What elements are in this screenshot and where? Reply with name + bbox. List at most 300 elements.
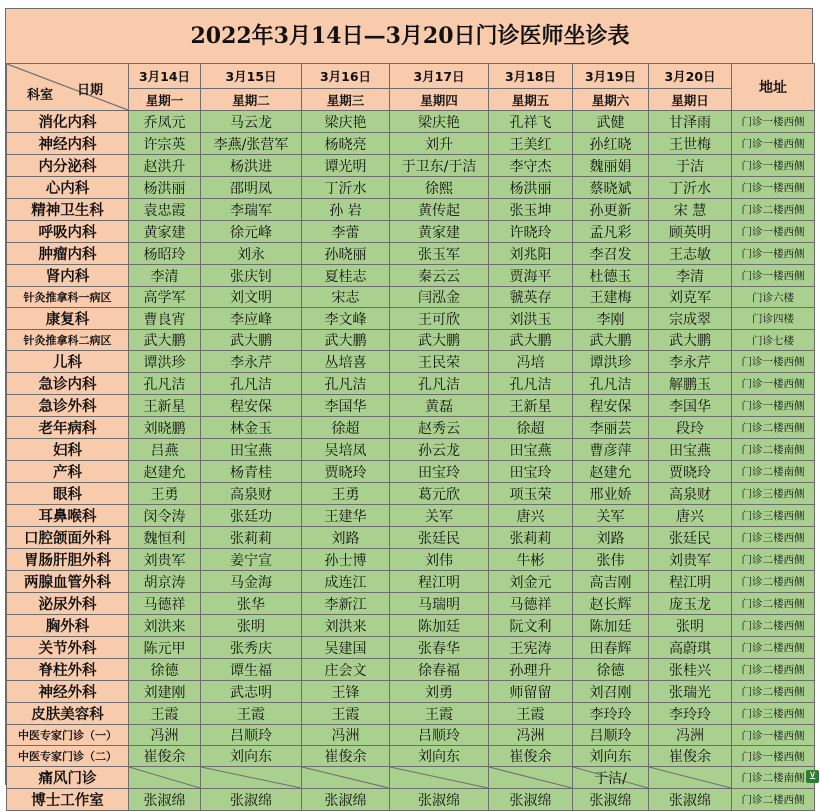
doctor-cell[interactable]: 王新星 [129,395,201,417]
doctor-cell[interactable]: 李燕/张营军 [201,133,302,155]
doctor-cell[interactable]: 宗成翠 [649,308,732,330]
paste-options-icon[interactable]: ⊻ [806,770,819,783]
doctor-cell[interactable]: 杨昭玲 [129,243,201,265]
doctor-cell[interactable]: 牛彬 [489,549,573,571]
doctor-cell[interactable]: 刘升 [390,133,489,155]
doctor-cell[interactable]: 唐兴 [489,505,573,527]
doctor-cell[interactable]: 孙士博 [302,549,390,571]
doctor-cell[interactable]: 张庆钊 [201,265,302,287]
weekday-header: 星期一 [129,89,201,111]
doctor-cell[interactable]: 武大鹏 [649,330,732,351]
doctor-cell[interactable]: 冯洲 [302,725,390,746]
doctor-cell[interactable]: 顾英明 [649,221,732,243]
doctor-cell[interactable]: 高泉财 [649,483,732,505]
doctor-cell[interactable]: 黄家建 [390,221,489,243]
doctor-cell[interactable]: 马云龙 [201,111,302,133]
doctor-cell[interactable]: 杨洪丽 [489,177,573,199]
address-cell[interactable]: 门诊二楼西侧 [732,681,815,703]
doctor-cell[interactable]: 冯培 [489,351,573,373]
doctor-cell[interactable]: 田宝玲 [489,461,573,483]
doctor-cell[interactable]: 吴建国 [302,637,390,659]
doctor-cell[interactable]: 李新江 [302,593,390,615]
department-cell[interactable]: 胸外科 [7,615,129,637]
doctor-cell[interactable]: 程江明 [649,571,732,593]
doctor-cell[interactable]: 王志敏 [649,243,732,265]
department-cell[interactable]: 针灸推拿科二病区 [7,330,129,351]
doctor-cell[interactable]: 曹彦萍 [573,439,649,461]
doctor-cell[interactable]: 孔凡洁 [489,373,573,395]
doctor-cell[interactable]: 丛培喜 [302,351,390,373]
doctor-cell[interactable]: 于洁/ [573,767,649,789]
doctor-cell[interactable]: 李召发 [573,243,649,265]
doctor-cell[interactable]: 孙 岩 [302,199,390,221]
doctor-cell[interactable]: 刘永 [201,243,302,265]
doctor-cell[interactable]: 刘向东 [390,746,489,767]
doctor-cell[interactable]: 刘伟 [390,549,489,571]
address-cell[interactable]: 门诊一楼西侧 [732,746,815,767]
doctor-cell[interactable]: 于洁 [649,155,732,177]
doctor-cell[interactable]: 李蕾 [302,221,390,243]
address-cell[interactable]: 门诊二楼南侧 [732,767,815,789]
doctor-cell[interactable]: 李丽芸 [573,417,649,439]
department-cell[interactable]: 老年病科 [7,417,129,439]
doctor-cell[interactable]: 徐春福 [390,659,489,681]
doctor-cell[interactable]: 孙理升 [489,659,573,681]
doctor-cell[interactable]: 徐德 [129,659,201,681]
doctor-cell[interactable]: 刘建刚 [129,681,201,703]
doctor-cell[interactable]: 孙晓丽 [302,243,390,265]
doctor-cell[interactable]: 田春辉 [573,637,649,659]
doctor-cell[interactable]: 刘向东 [201,746,302,767]
address-cell[interactable]: 门诊一楼西侧 [732,155,815,177]
doctor-cell[interactable]: 梁庆艳 [302,111,390,133]
doctor-cell[interactable]: 魏丽娟 [573,155,649,177]
doctor-cell[interactable]: 解鹏玉 [649,373,732,395]
doctor-cell[interactable]: 许晓玲 [489,221,573,243]
doctor-cell[interactable]: 武大鹏 [489,330,573,351]
table-row [7,243,815,265]
doctor-cell[interactable]: 孟凡彩 [573,221,649,243]
doctor-cell[interactable]: 刘贵军 [649,549,732,571]
doctor-cell[interactable]: 宋志 [302,287,390,308]
doctor-cell[interactable]: 刘路 [302,527,390,549]
address-cell[interactable]: 门诊二楼西侧 [732,789,815,811]
doctor-cell[interactable]: 程安保 [201,395,302,417]
address-cell[interactable]: 门诊一楼西侧 [732,221,815,243]
department-cell[interactable]: 关节外科 [7,637,129,659]
doctor-cell[interactable]: 王建梅 [573,287,649,308]
doctor-cell[interactable]: 成连江 [302,571,390,593]
doctor-cell[interactable]: 张明 [649,615,732,637]
doctor-cell[interactable]: 李应峰 [201,308,302,330]
doctor-cell[interactable]: 武大鹏 [129,330,201,351]
doctor-cell[interactable]: 冯洲 [129,725,201,746]
doctor-cell[interactable]: 刘洪来 [129,615,201,637]
doctor-cell[interactable]: 张秀庆 [201,637,302,659]
doctor-cell[interactable]: 高学军 [129,287,201,308]
doctor-cell[interactable]: 程江明 [390,571,489,593]
doctor-cell[interactable]: 王民荣 [390,351,489,373]
doctor-cell[interactable]: 乔凤元 [129,111,201,133]
doctor-cell[interactable]: 贾海平 [489,265,573,287]
doctor-cell[interactable]: 孙更新 [573,199,649,221]
address-cell[interactable]: 门诊一楼西侧 [732,265,815,287]
address-cell[interactable]: 门诊三楼西侧 [732,527,815,549]
doctor-cell[interactable]: 马瑞明 [390,593,489,615]
address-cell[interactable]: 门诊一楼西侧 [732,373,815,395]
doctor-cell[interactable]: 孙云龙 [390,439,489,461]
address-cell[interactable]: 门诊一楼西侧 [732,243,815,265]
doctor-cell[interactable]: 蔡晓斌 [573,177,649,199]
department-cell[interactable]: 呼吸内科 [7,221,129,243]
doctor-cell[interactable]: 程安保 [573,395,649,417]
doctor-cell[interactable]: 徐德 [573,659,649,681]
address-cell[interactable]: 门诊二楼西侧 [732,637,815,659]
doctor-cell[interactable]: 刘路 [573,527,649,549]
department-cell[interactable]: 儿科 [7,351,129,373]
doctor-cell[interactable]: 陈加廷 [390,615,489,637]
doctor-cell[interactable]: 赵长辉 [573,593,649,615]
doctor-cell[interactable]: 孔凡洁 [201,373,302,395]
doctor-cell[interactable]: 崔俊余 [302,746,390,767]
department-cell[interactable]: 精神卫生科 [7,199,129,221]
doctor-cell[interactable]: 刘召刚 [573,681,649,703]
address-cell[interactable]: 门诊一楼西侧 [732,111,815,133]
doctor-cell[interactable]: 徐熙 [390,177,489,199]
doctor-cell[interactable]: 孔祥飞 [489,111,573,133]
doctor-cell[interactable]: 武大鹏 [201,330,302,351]
doctor-cell[interactable]: 赵建允 [129,461,201,483]
doctor-cell[interactable]: 张廷民 [649,527,732,549]
doctor-cell[interactable]: 王可欣 [390,308,489,330]
doctor-cell[interactable]: 徐元峰 [201,221,302,243]
doctor-cell[interactable]: 高吉刚 [573,571,649,593]
address-cell[interactable]: 门诊一楼西侧 [732,177,815,199]
doctor-cell[interactable]: 吕燕 [129,439,201,461]
department-cell[interactable]: 眼科 [7,483,129,505]
address-cell[interactable]: 门诊二楼西侧 [732,615,815,637]
department-cell[interactable]: 中医专家门诊（一） [7,725,129,746]
doctor-cell[interactable]: 谭洪珍 [129,351,201,373]
address-cell[interactable]: 门诊一楼西侧 [732,133,815,155]
doctor-cell[interactable]: 王霞 [129,703,201,725]
doctor-cell[interactable]: 李国华 [302,395,390,417]
doctor-cell[interactable]: 赵建允 [573,461,649,483]
doctor-cell[interactable]: 王霞 [489,703,573,725]
doctor-cell[interactable]: 邵明凤 [201,177,302,199]
doctor-cell[interactable]: 王新星 [489,395,573,417]
department-cell[interactable]: 中医专家门诊（二） [7,746,129,767]
department-cell[interactable]: 耳鼻喉科 [7,505,129,527]
doctor-cell[interactable]: 唐兴 [649,505,732,527]
doctor-cell[interactable]: 杨洪进 [201,155,302,177]
department-cell[interactable]: 泌尿外科 [7,593,129,615]
table-row [7,330,815,351]
address-cell[interactable]: 门诊一楼西侧 [732,351,815,373]
doctor-cell[interactable]: 张淑绵 [489,789,573,811]
doctor-cell[interactable]: 马金海 [201,571,302,593]
department-cell[interactable]: 针灸推拿科一病区 [7,287,129,308]
empty-slot-slash [649,767,731,788]
doctor-cell[interactable] [201,767,302,789]
doctor-cell[interactable]: 王美红 [489,133,573,155]
address-cell[interactable]: 门诊二楼西侧 [732,593,815,615]
doctor-cell[interactable]: 葛元欣 [390,483,489,505]
doctor-cell[interactable]: 贾晓玲 [302,461,390,483]
doctor-cell[interactable]: 王宪涛 [489,637,573,659]
doctor-cell[interactable]: 张廷功 [201,505,302,527]
doctor-cell[interactable]: 谭洪珍 [573,351,649,373]
doctor-cell[interactable] [649,767,732,789]
doctor-cell[interactable]: 孔凡洁 [129,373,201,395]
department-cell[interactable]: 急诊外科 [7,395,129,417]
doctor-cell[interactable]: 段玲 [649,417,732,439]
address-cell[interactable]: 门诊七楼 [732,330,815,351]
doctor-cell[interactable]: 谭生福 [201,659,302,681]
doctor-cell[interactable]: 黄传起 [390,199,489,221]
address-cell[interactable]: 门诊四楼 [732,308,815,330]
doctor-cell[interactable]: 张华 [201,593,302,615]
department-cell[interactable]: 博士工作室 [7,789,129,811]
doctor-cell[interactable]: 马德祥 [129,593,201,615]
doctor-cell[interactable]: 李文峰 [302,308,390,330]
doctor-cell[interactable]: 张淑绵 [302,789,390,811]
doctor-cell[interactable]: 孙红晓 [573,133,649,155]
doctor-cell[interactable]: 许宗英 [129,133,201,155]
doctor-cell[interactable]: 孔凡洁 [302,373,390,395]
doctor-cell[interactable]: 孔凡洁 [573,373,649,395]
doctor-cell[interactable]: 张莉莉 [489,527,573,549]
doctor-cell[interactable]: 于卫东/于洁 [390,155,489,177]
department-cell[interactable]: 产科 [7,461,129,483]
department-cell[interactable]: 痛风门诊 [7,767,129,789]
department-cell[interactable]: 神经外科 [7,681,129,703]
address-cell[interactable]: 门诊三楼西侧 [732,703,815,725]
address-cell[interactable]: 门诊三楼西侧 [732,505,815,527]
doctor-cell[interactable]: 孔凡洁 [390,373,489,395]
doctor-cell[interactable]: 赵洪升 [129,155,201,177]
doctor-cell[interactable]: 马德祥 [489,593,573,615]
department-cell[interactable]: 消化内科 [7,111,129,133]
doctor-cell[interactable]: 师留留 [489,681,573,703]
doctor-cell[interactable]: 张淑绵 [649,789,732,811]
doctor-cell[interactable]: 袁忠霞 [129,199,201,221]
doctor-cell[interactable]: 刘勇 [390,681,489,703]
doctor-cell[interactable]: 高蔚琪 [649,637,732,659]
department-cell[interactable]: 肿瘤内科 [7,243,129,265]
doctor-cell[interactable]: 刘晓鹏 [129,417,201,439]
doctor-cell[interactable]: 李清 [129,265,201,287]
department-cell[interactable]: 神经内科 [7,133,129,155]
doctor-cell[interactable]: 王霞 [390,703,489,725]
doctor-cell[interactable]: 刘洪玉 [489,308,573,330]
department-cell[interactable]: 脊柱外科 [7,659,129,681]
doctor-cell[interactable]: 吕顺玲 [390,725,489,746]
doctor-cell[interactable]: 王勇 [129,483,201,505]
doctor-cell[interactable]: 李瑞军 [201,199,302,221]
doctor-cell[interactable]: 崔俊余 [489,746,573,767]
department-cell[interactable]: 心内科 [7,177,129,199]
doctor-cell[interactable]: 王世梅 [649,133,732,155]
doctor-cell[interactable]: 刘洪来 [302,615,390,637]
doctor-cell[interactable]: 张玉坤 [489,199,573,221]
doctor-cell[interactable]: 张淑绵 [573,789,649,811]
address-cell[interactable]: 门诊二楼西侧 [732,571,815,593]
doctor-cell[interactable]: 阮文利 [489,615,573,637]
doctor-cell[interactable]: 张桂兴 [649,659,732,681]
address-cell[interactable]: 门诊一楼西侧 [732,725,815,746]
doctor-cell[interactable]: 贾晓玲 [649,461,732,483]
doctor-cell[interactable]: 冯洲 [649,725,732,746]
doctor-cell[interactable]: 王勇 [302,483,390,505]
schedule-table [6,63,815,811]
department-cell[interactable]: 胃肠肝胆外科 [7,549,129,571]
doctor-cell[interactable]: 张莉莉 [201,527,302,549]
doctor-cell[interactable]: 武大鹏 [390,330,489,351]
address-cell[interactable]: 门诊三楼西侧 [732,483,815,505]
department-cell[interactable]: 肾内科 [7,265,129,287]
doctor-cell[interactable]: 黄家建 [129,221,201,243]
doctor-cell[interactable]: 武健 [573,111,649,133]
doctor-cell[interactable]: 宋 慧 [649,199,732,221]
doctor-cell[interactable]: 李永芹 [201,351,302,373]
address-cell[interactable]: 门诊二楼西侧 [732,549,815,571]
doctor-cell[interactable]: 张瑞光 [649,681,732,703]
doctor-cell[interactable]: 武志明 [201,681,302,703]
doctor-cell[interactable]: 梁庆艳 [390,111,489,133]
doctor-cell[interactable]: 林金玉 [201,417,302,439]
doctor-cell[interactable]: 杨青桂 [201,461,302,483]
address-cell[interactable]: 门诊二楼南侧 [732,439,815,461]
doctor-cell[interactable]: 丁沂水 [649,177,732,199]
doctor-cell[interactable]: 李国华 [649,395,732,417]
doctor-cell[interactable]: 庄会文 [302,659,390,681]
table-row [7,505,815,527]
doctor-cell[interactable]: 虢英存 [489,287,573,308]
doctor-cell[interactable] [302,767,390,789]
doctor-cell[interactable]: 高泉财 [201,483,302,505]
address-cell[interactable]: 门诊二楼南侧 [732,461,815,483]
doctor-cell[interactable]: 张淑绵 [201,789,302,811]
doctor-cell[interactable]: 胡京涛 [129,571,201,593]
doctor-cell[interactable]: 魏恒利 [129,527,201,549]
doctor-cell[interactable]: 刘兆阳 [489,243,573,265]
address-cell[interactable]: 门诊二楼西侧 [732,199,815,221]
doctor-cell[interactable]: 杨洪丽 [129,177,201,199]
table-row [7,155,815,177]
address-cell[interactable]: 门诊二楼西侧 [732,417,815,439]
doctor-cell[interactable]: 曹良宵 [129,308,201,330]
doctor-cell[interactable]: 张伟 [573,549,649,571]
doctor-cell[interactable]: 赵秀云 [390,417,489,439]
doctor-cell[interactable]: 吕顺玲 [573,725,649,746]
doctor-cell[interactable]: 陈加廷 [573,615,649,637]
doctor-cell[interactable]: 李永芹 [649,351,732,373]
doctor-cell[interactable]: 徐超 [489,417,573,439]
doctor-cell[interactable]: 崔俊余 [649,746,732,767]
department-cell[interactable]: 两腺血管外科 [7,571,129,593]
doctor-cell[interactable]: 关军 [573,505,649,527]
doctor-cell[interactable]: 王霞 [302,703,390,725]
department-cell[interactable]: 急诊内科 [7,373,129,395]
doctor-cell[interactable]: 李刚 [573,308,649,330]
doctor-cell[interactable]: 田宝燕 [489,439,573,461]
doctor-cell[interactable]: 田宝燕 [201,439,302,461]
doctor-cell[interactable]: 关军 [390,505,489,527]
table-row [7,746,815,767]
doctor-cell[interactable]: 闫泓金 [390,287,489,308]
address-cell[interactable]: 门诊一楼西侧 [732,395,815,417]
doctor-cell[interactable]: 黄磊 [390,395,489,417]
department-cell[interactable]: 内分泌科 [7,155,129,177]
department-cell[interactable]: 口腔颌面外科 [7,527,129,549]
doctor-cell[interactable]: 谭光明 [302,155,390,177]
address-cell[interactable]: 门诊六楼 [732,287,815,308]
weekday-header: 星期六 [573,89,649,111]
doctor-cell[interactable]: 王锋 [302,681,390,703]
table-row [7,221,815,243]
doctor-cell[interactable]: 姜宁宣 [201,549,302,571]
doctor-cell[interactable]: 刘贵军 [129,549,201,571]
doctor-cell[interactable]: 丁沂水 [302,177,390,199]
doctor-cell[interactable]: 徐超 [302,417,390,439]
doctor-cell[interactable]: 冯洲 [489,725,573,746]
doctor-cell[interactable]: 田宝燕 [649,439,732,461]
doctor-cell[interactable]: 王霞 [201,703,302,725]
doctor-cell[interactable]: 李玲玲 [573,703,649,725]
doctor-cell[interactable]: 庞玉龙 [649,593,732,615]
doctor-cell[interactable]: 吴培凤 [302,439,390,461]
doctor-cell[interactable]: 张淑绵 [129,789,201,811]
doctor-cell[interactable]: 张玉军 [390,243,489,265]
doctor-cell[interactable]: 甘泽雨 [649,111,732,133]
doctor-cell[interactable]: 王建华 [302,505,390,527]
doctor-cell[interactable]: 邢业娇 [573,483,649,505]
department-cell[interactable]: 皮肤美容科 [7,703,129,725]
doctor-cell[interactable]: 崔俊余 [129,746,201,767]
doctor-cell[interactable] [390,767,489,789]
department-cell[interactable]: 康复科 [7,308,129,330]
doctor-cell[interactable]: 秦云云 [390,265,489,287]
doctor-cell[interactable] [489,767,573,789]
doctor-cell[interactable]: 武大鹏 [573,330,649,351]
doctor-cell[interactable]: 陈元甲 [129,637,201,659]
doctor-cell[interactable]: 项玉荣 [489,483,573,505]
doctor-cell[interactable]: 杨晓亮 [302,133,390,155]
doctor-cell[interactable]: 杜德玉 [573,265,649,287]
doctor-cell[interactable]: 张廷民 [390,527,489,549]
address-cell[interactable]: 门诊二楼西侧 [732,659,815,681]
doctor-cell[interactable]: 李清 [649,265,732,287]
doctor-cell[interactable]: 武大鹏 [302,330,390,351]
doctor-cell[interactable]: 张淑绵 [390,789,489,811]
doctor-cell[interactable]: 刘金元 [489,571,573,593]
doctor-cell[interactable]: 李玲玲 [649,703,732,725]
doctor-cell[interactable]: 夏桂志 [302,265,390,287]
doctor-cell[interactable]: 刘文明 [201,287,302,308]
doctor-cell[interactable]: 刘向东 [573,746,649,767]
doctor-cell[interactable]: 张明 [201,615,302,637]
table-row [7,351,815,373]
doctor-cell[interactable]: 闵令涛 [129,505,201,527]
department-cell[interactable]: 妇科 [7,439,129,461]
doctor-cell[interactable] [129,767,201,789]
doctor-cell[interactable]: 吕顺玲 [201,725,302,746]
doctor-cell[interactable]: 刘克军 [649,287,732,308]
doctor-cell[interactable]: 张春华 [390,637,489,659]
doctor-cell[interactable]: 李守杰 [489,155,573,177]
doctor-cell[interactable]: 田宝玲 [390,461,489,483]
